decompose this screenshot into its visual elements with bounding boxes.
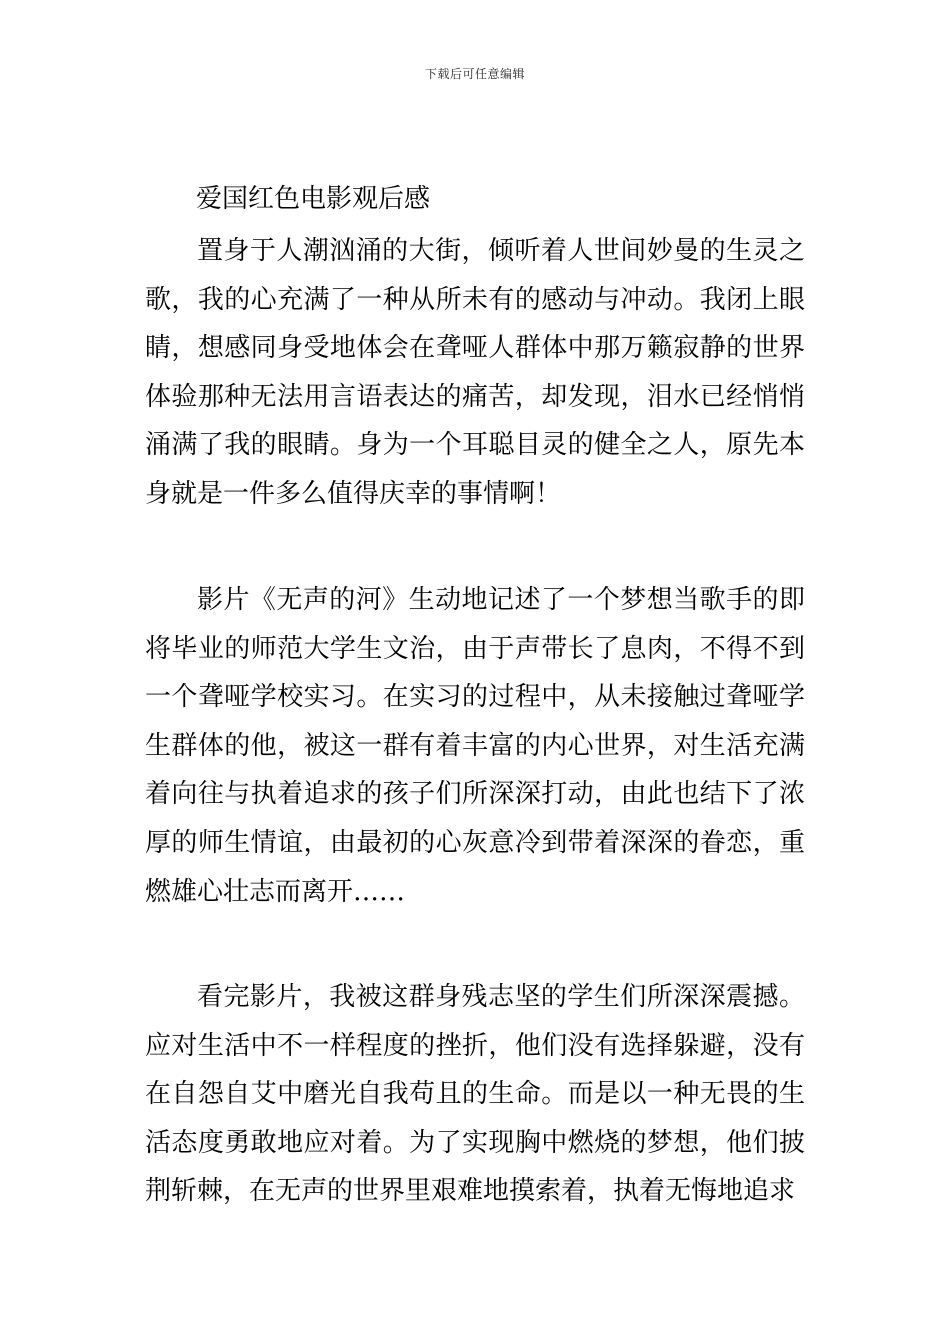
page-header-note: 下载后可任意编辑 xyxy=(424,67,525,81)
paragraph-2: 影片《无声的河》生动地记述了一个梦想当歌手的即将毕业的师范大学生文治，由于声带长了息肉，不得不到一个聋哑学校实习。在实习的过程中，从未接触过聋哑学生群体的他，被这一群有着丰富的内心世界，对生活充满着向往与执着追求的孩子们所深深打动，由此也结下了浓厚的师生情谊，由最初的心灰意冷到带着深深的眷恋，重燃雄心壮志而离开…… xyxy=(145,585,805,907)
paragraph-3: 看完影片，我被这群身残志坚的学生们所深深震撼。应对生活中不一样程度的挫折，他们没有选择躲避，没有在自怨自艾中磨光自我苟且的生命。而是以一种无畏的生活态度勇敢地应对着。为了实现胸中燃烧的梦想，他们披荆斩棘，在无声的世界里艰难地摸索着，执着无悔地追求 xyxy=(145,982,805,1207)
paragraph-1: 置身于人潮汹涌的大街，倾听着人世间妙曼的生灵之歌，我的心充满了一种从所未有的感动与冲动。我闭上眼睛，想感同身受地体会在聋哑人群体中那万籁寂静的世界体验那种无法用言语表达的痛苦，却发现，泪水已经悄悄涌满了我的眼睛。身为一个耳聪目灵的健全之人，原先本身就是一件多么值得庆幸的事情啊！ xyxy=(145,236,805,509)
document-title: 爱国红色电影观后感 xyxy=(196,184,431,214)
